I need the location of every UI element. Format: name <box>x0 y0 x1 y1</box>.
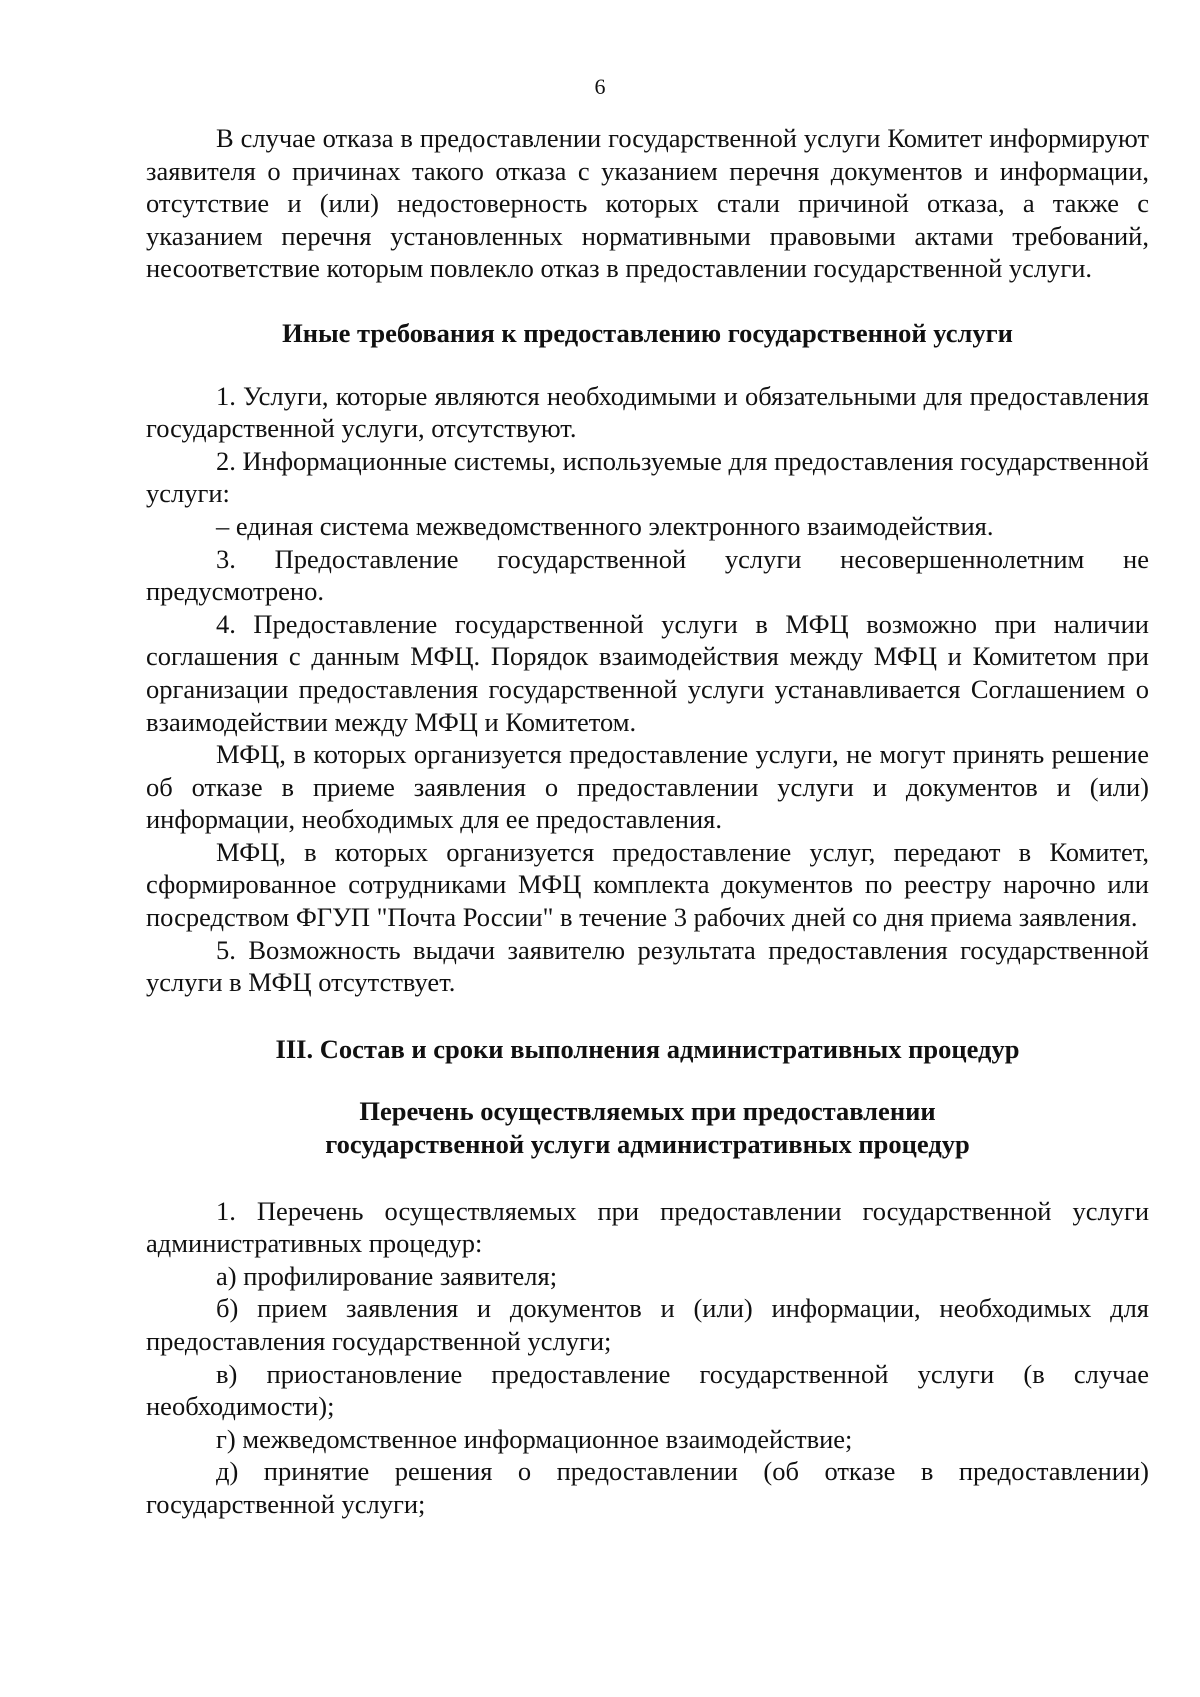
item-1: 1. Услуги, которые являются необходимыми и обязательными для предоставления государственной услуги, отсутствуют. <box>146 380 1149 444</box>
item-2-subitem: – единая система межведомственного электронного взаимодействия. <box>216 510 994 541</box>
section-3-heading: III. Состав и сроки выполнения административных процедур <box>275 1033 1020 1064</box>
item-2: 2. Информационные системы, используемые для предоставления государственной услуги: <box>146 445 1149 509</box>
mfc-paragraph-2: МФЦ, в которых организуется предоставление услуг, передают в Комитет, сформированное сотрудниками МФЦ комплекта документов по реестру нарочно или посредством ФГУП "Почта России" в течение 3 рабочих дней со дня приема заявления. <box>146 836 1149 933</box>
item-5: 5. Возможность выдачи заявителю результата предоставления государственной услуги в МФЦ отсутствует. <box>146 934 1149 998</box>
procedures-list-heading: Перечень осуществляемых при предоставлении государственной услуги административных процедур <box>325 1096 970 1160</box>
list-item-b: б) прием заявления и документов и (или) информации, необходимых для предоставления государственной услуги; <box>146 1293 1149 1356</box>
item-3: 3. Предоставление государственной услуги несовершеннолетним не предусмотрено. <box>146 543 1149 607</box>
list-item-d: д) принятие решения о предоставлении (об отказе в предоставлении) государственной услуги; <box>146 1456 1149 1519</box>
list-intro: 1. Перечень осуществляемых при предоставлении государственной услуги административных процедур: <box>146 1195 1149 1259</box>
heading-other-requirements: Иные требования к предоставлению государственной услуги <box>282 317 1013 348</box>
page-number: 6 <box>594 74 606 99</box>
paragraph-refusal: В случае отказа в предоставлении государственной услуги Комитет информируют заявителя о причинах такого отказа с указанием перечня документов и информации, отсутствие и (или) недостоверность которых стали причиной отказа, а также с указанием перечня установленных нормативными правовыми актами требований, несоответствие которым повлекло отказ в предоставлении государственной услуги. <box>146 123 1149 284</box>
mfc-paragraph-1: МФЦ, в которых организуется предоставление услуги, не могут принять решение об отказе в приеме заявления о предоставлении услуги и документов и (или) информации, необходимых для ее предоставления. <box>146 739 1149 835</box>
list-item-a: а) профилирование заявителя; <box>216 1260 558 1291</box>
list-item-v: в) приостановление предоставление государственной услуги (в случае необходимости); <box>146 1358 1149 1422</box>
page-content <box>146 122 1149 1521</box>
item-4: 4. Предоставление государственной услуги в МФЦ возможно при наличии соглашения с данным МФЦ. Порядок взаимодействия между МФЦ и Комитетом при организации предоставления государственной услуги устанавливается Соглашением о взаимодействии между МФЦ и Комитетом. <box>146 608 1149 737</box>
list-item-g: г) межведомственное информационное взаимодействие; <box>216 1423 853 1454</box>
